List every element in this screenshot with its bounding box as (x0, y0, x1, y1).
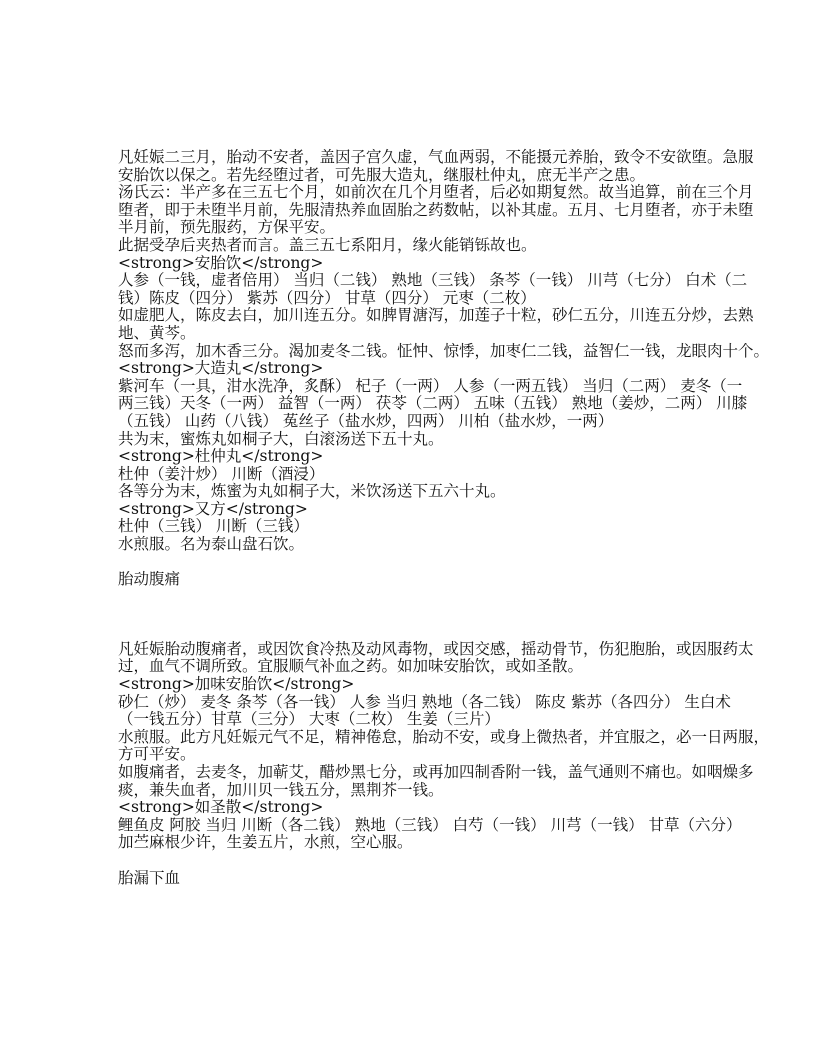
text-line: 汤氏云：半产多在三五七个月，如前次在几个月堕者，后必如期复然。故当追算，前在三个月 (118, 183, 754, 202)
text-line: 怒而多泻，加木香三分。渴加麦冬二钱。怔忡、惊悸，加枣仁二钱，益智仁一钱，龙眼肉十个。 (118, 341, 770, 360)
text-line: 加苎麻根少许，生姜五片，水煎，空心服。 (118, 833, 413, 852)
text-line: 钱）陈皮（四分） 紫苏（四分） 甘草（四分） 元枣（二枚） (118, 288, 536, 307)
text-line: 两三钱）天冬（一两） 益智（一两） 茯苓（二两） 五味（五钱） 熟地（姜炒，二两） 川膝 (118, 394, 748, 413)
text-line: 此据受孕后夹热者而言。盖三五七系阳月，缘火能销铄故也。 (118, 235, 537, 254)
section-threatened-miscarriage (118, 148, 770, 554)
text-line: 凡妊娠胎动腹痛者，或因饮食冷热及动风毒物，或因交感，摇动骨节，伤犯胞胎，或因服药太 (118, 639, 754, 658)
text-line: 安胎饮以保之。若先经堕过者，可先服大造丸，继服杜仲丸，庶无半产之患。 (118, 165, 646, 184)
recipe-title-line: <strong>如圣散</strong> (118, 798, 324, 817)
text-line: 方可平安。 (118, 745, 196, 764)
recipe-title-line: <strong>加味安胎饮</strong> (118, 675, 355, 694)
text-line: 凡妊娠二三月，胎动不安者，盖因子宫久虚，气血两弱，不能摄元养胎，致令不安欲堕。急服 (118, 148, 754, 166)
section-fetal-movement-abdominal-pain (118, 639, 770, 852)
recipe-title-line: <strong>又方</strong> (118, 499, 308, 518)
text-line: 共为末，蜜炼丸如桐子大，白滚汤送下五十丸。 (118, 429, 444, 448)
document-body (118, 148, 770, 887)
section-heading-fetal-leakage-bleeding: 胎漏下血 (118, 868, 181, 887)
text-line: 如虚肥人，陈皮去白，加川连五分。如脾胃溏泻，加莲子十粒，砂仁五分，川连五分炒，去熟 (118, 306, 754, 325)
text-line: 如腹痛者，去麦冬，加蕲艾，醋炒黑七分，或再加四制香附一钱，盖气通则不痛也。如咽燥多 (118, 763, 754, 781)
recipe-title-line: <strong>大造丸</strong> (118, 359, 324, 378)
text-line: 鲤鱼皮 阿胶 当归 川断（各二钱） 熟地（三钱） 白芍（一钱） 川芎（一钱） 甘草（六分） (118, 815, 742, 834)
text-line: 水煎服。此方凡妊娠元气不足，精神倦怠，胎动不安，或身上微热者，并宜服之，必一日两服， (118, 727, 770, 746)
text-line: 砂仁（炒） 麦冬 条芩（各一钱） 人参 当归 熟地（各二钱） 陈皮 紫苏（各四分） 生白术 (118, 692, 731, 711)
recipe-title-line: <strong>安胎饮</strong> (118, 253, 324, 272)
text-line: （一钱五分）甘草（三分） 大枣（二枚） 生姜（三片） (118, 710, 500, 729)
recipe-title-line: <strong>杜仲丸</strong> (118, 447, 324, 466)
text-line: 人参（一钱，虚者倍用） 当归（二钱） 熟地（三钱） 条芩（一钱） 川芎（七分） 白术（二 (118, 271, 748, 290)
text-line: （五钱） 山药（八钱） 菟丝子（盐水炒，四两） 川柏（盐水炒，一两） (118, 411, 614, 430)
text-line: 水煎服。名为泰山盘石饮。 (118, 535, 305, 554)
text-line: 半月前，预先服药，方保平安。 (118, 218, 336, 237)
text-line: 过，血气不调所致。宜服顺气补血之药。如加味安胎饮，或如圣散。 (118, 657, 584, 676)
text-line: 杜仲（姜汁炒） 川断（酒浸） (118, 464, 325, 483)
text-line: 杜仲（三钱） 川断（三钱） (118, 517, 309, 536)
text-line: 堕者，即于未堕半月前，先服清热养血固胎之药数帖，以补其虚。五月、七月堕者，亦于未堕 (118, 200, 754, 219)
text-line: 地、黄芩。 (118, 323, 196, 342)
text-line: 痰，兼失血者，加川贝一钱五分，黑荆芥一钱。 (118, 780, 444, 799)
text-line: 紫河车（一具，泔水洗净，炙酥） 杞子（一两） 人参（一两五钱） 当归（二两） 麦冬（一 (118, 376, 743, 395)
text-line: 各等分为末，炼蜜为丸如桐子大，米饮汤送下五六十丸。 (118, 482, 506, 501)
section-heading-fetal-movement-abdominal-pain: 胎动腹痛 (118, 570, 181, 589)
